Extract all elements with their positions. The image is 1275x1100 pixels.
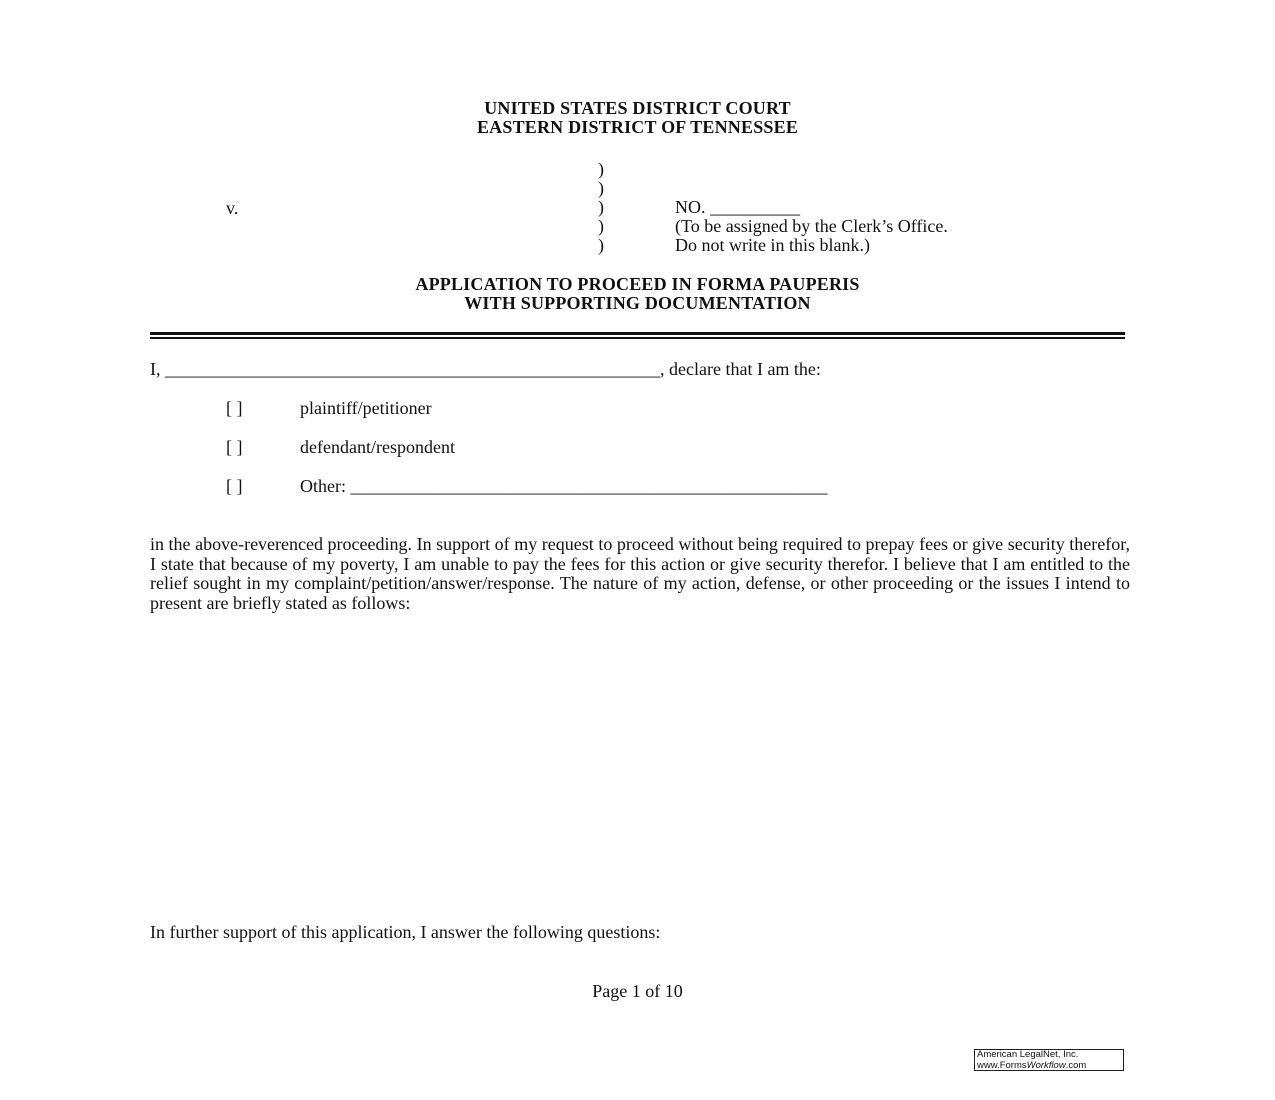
stamp-url: www.FormsWorkflow.com: [977, 1059, 1087, 1071]
court-header: [0, 99, 1275, 137]
further-support-line: In further support of this application, I answer the following questions:: [150, 922, 661, 942]
caption-paren: ): [598, 216, 604, 236]
caption-paren: ): [598, 235, 604, 255]
versus-label: v.: [226, 198, 239, 218]
declarant-name-field[interactable]: _______________________________________________________: [165, 359, 660, 379]
option-checkbox-plaintiff[interactable]: [ ]: [226, 398, 243, 418]
court-district: EASTERN DISTRICT OF TENNESSEE: [476, 117, 799, 137]
option-checkbox-defendant[interactable]: [ ]: [226, 437, 243, 457]
stamp-company: American LegalNet, Inc.: [977, 1049, 1079, 1060]
title-line1: APPLICATION TO PROCEED IN FORMA PAUPERIS: [415, 274, 860, 294]
caption-paren: ): [598, 178, 604, 198]
caption-paren: ): [598, 159, 604, 179]
document-title: [0, 275, 1275, 313]
option-label-plaintiff: plaintiff/petitioner: [300, 398, 432, 418]
divider-rule-bottom: [150, 337, 1125, 339]
court-name: UNITED STATES DISTRICT COURT: [484, 98, 791, 118]
case-number-field[interactable]: NO. __________: [675, 197, 800, 217]
option-checkbox-other[interactable]: [ ]: [226, 476, 243, 496]
clerk-note-line1: (To be assigned by the Clerk’s Office.: [675, 216, 948, 236]
option-label-defendant: defendant/respondent: [300, 437, 455, 457]
clerk-note-line2: Do not write in this blank.): [675, 235, 870, 255]
declaration-suffix: , declare that I am the:: [660, 359, 821, 379]
publisher-stamp: [974, 1049, 1124, 1071]
statement-paragraph: in the above-reverenced proceeding. In support of my request to proceed without being required to prepay fees or give security therefor, I state that because of my poverty, I am unable to pay the fees for this action or give security therefor. I believe that I am entitled to the relief sought in my complaint/petition/answer/response. The nature of my action, defense, or other proceeding or the issues I intend to present are briefly stated as follows:: [150, 534, 1130, 613]
option-other-field[interactable]: Other: _____________________________________________________: [300, 476, 828, 496]
page-number: Page 1 of 10: [592, 981, 683, 1001]
caption-paren: ): [598, 197, 604, 217]
title-line2: WITH SUPPORTING DOCUMENTATION: [464, 293, 811, 313]
declaration-line: [150, 360, 821, 379]
divider-rule-top: [150, 332, 1125, 335]
declaration-prefix: I,: [150, 359, 165, 379]
